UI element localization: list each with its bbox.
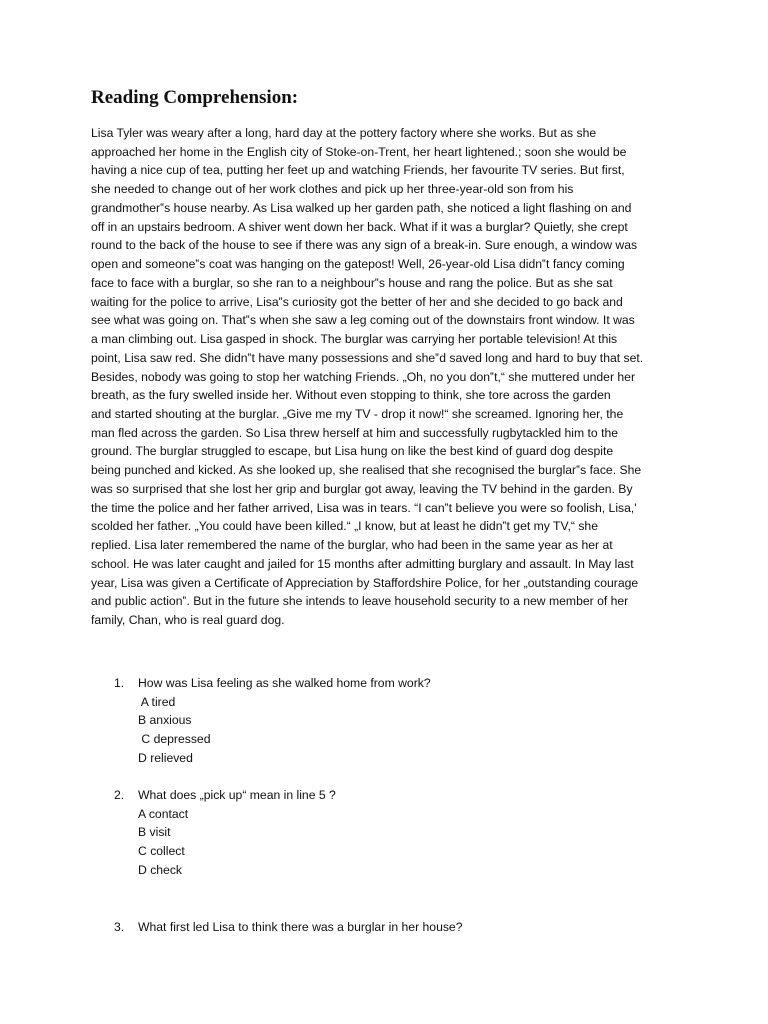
answer-option: C collect [138, 844, 185, 859]
question-1 [91, 674, 691, 768]
passage-line: was so surprised that she lost her grip and burglar got away, leaving the TV behind in the garden. By [91, 481, 633, 496]
passage-line: and public action‟. But in the future she intends to leave household security to a new member of her [91, 594, 629, 609]
answer-options [138, 805, 691, 880]
question-number: 2. [114, 788, 125, 802]
passage-line: and started shouting at the burglar. „Give me my TV - drop it now!“ she screamed. Ignoring her, the [91, 407, 624, 422]
passage-line: scolded her father. „You could have been killed.“ „I know, but at least he didn‟t get my TV,“ she [91, 519, 598, 534]
question-text: What does „pick up“ mean in line 5 ? [138, 788, 336, 802]
passage-line: man fled across the garden. So Lisa threw herself at him and successfully rugbytackled him to the [91, 425, 619, 440]
passage-line: being punched and kicked. As she looked up, she realised that she recognised the burglar‟s face. She [91, 463, 642, 478]
passage-line: off in an upstairs bedroom. A shiver went down her back. What if it was a burglar? Quietly, she crept [91, 219, 628, 234]
question-number: 3. [114, 920, 125, 934]
answer-option: B visit [138, 825, 171, 840]
question-stem [91, 674, 691, 693]
passage-line: school. He was later caught and jailed for 15 months after admitting burglary and assault. In May last [91, 556, 634, 571]
answer-options [138, 693, 691, 768]
passage-line: face to face with a burglar, so she ran to a neighbour‟s house and rang the police. But as she sat [91, 275, 613, 290]
answer-option: B anxious [138, 713, 192, 728]
passage-line: ground. The burglar struggled to escape, but Lisa hung on like the best kind of guard dog despite [91, 444, 614, 459]
passage-line: open and someone‟s coat was hanging on the gatepost! Well, 26-year-old Lisa didn‟t fancy coming [91, 257, 625, 272]
question-stem [91, 786, 691, 805]
passage [91, 124, 691, 630]
question-3 [91, 918, 691, 937]
passage-line: round to the back of the house to see if there was any sign of a break-in. Sure enough, a window was [91, 238, 638, 253]
answer-option: D check [138, 862, 183, 877]
passage-line: Besides, nobody was going to stop her watching Friends. „Oh, no you don‟t,“ she muttered under her [91, 369, 636, 384]
passage-line: waiting for the police to arrive, Lisa‟s curiosity got the better of her and she decided to go back and [91, 294, 623, 309]
answer-option: C depressed [138, 732, 211, 747]
passage-line: a man climbing out. Lisa gasped in shock. The burglar was carrying her portable television! At this [91, 332, 618, 347]
passage-line: replied. Lisa later remembered the name of the burglar, who had been in the same year as her at [91, 538, 613, 553]
question-text: How was Lisa feeling as she walked home from work? [138, 676, 431, 690]
question-number: 1. [114, 676, 125, 690]
passage-line: grandmother‟s house nearby. As Lisa walked up her garden path, she noticed a light flashing on and [91, 200, 632, 215]
passage-line: breath, as the fury swelled inside her. Without even stopping to think, she tore across the garden [91, 388, 611, 403]
passage-line: Lisa Tyler was weary after a long, hard day at the pottery factory where she works. But as she [91, 126, 597, 140]
passage-line: year, Lisa was given a Certificate of Appreciation by Staffordshire Police, for her „outstanding courage [91, 575, 639, 590]
question-stem [91, 918, 691, 937]
passage-line: the time the police and her father arrived, Lisa was in tears. “I can‟t believe you were so foolish, Lisa,' [91, 500, 637, 515]
answer-option: A tired [138, 694, 176, 709]
passage-line: see what was going on. That‟s when she saw a leg coming out of the downstairs front window. It was [91, 313, 635, 328]
question-text: What first led Lisa to think there was a burglar in her house? [138, 920, 463, 934]
passage-line: family, Chan, who is real guard dog. [91, 613, 285, 628]
question-2 [91, 786, 691, 880]
passage-line: having a nice cup of tea, putting her feet up and watching Friends, her favourite TV series. But first, [91, 163, 625, 178]
passage-line: she needed to change out of her work clothes and pick up her three-year-old son from his [91, 182, 574, 197]
passage-line: approached her home in the English city of Stoke-on-Trent, her heart lightened.; soon she would be [91, 144, 627, 159]
answer-option: A contact [138, 806, 189, 821]
passage-line: point, Lisa saw red. She didn‟t have many possessions and she‟d saved long and hard to buy that set. [91, 350, 644, 365]
page-title: Reading Comprehension: [91, 87, 299, 108]
answer-option: D relieved [138, 750, 193, 765]
